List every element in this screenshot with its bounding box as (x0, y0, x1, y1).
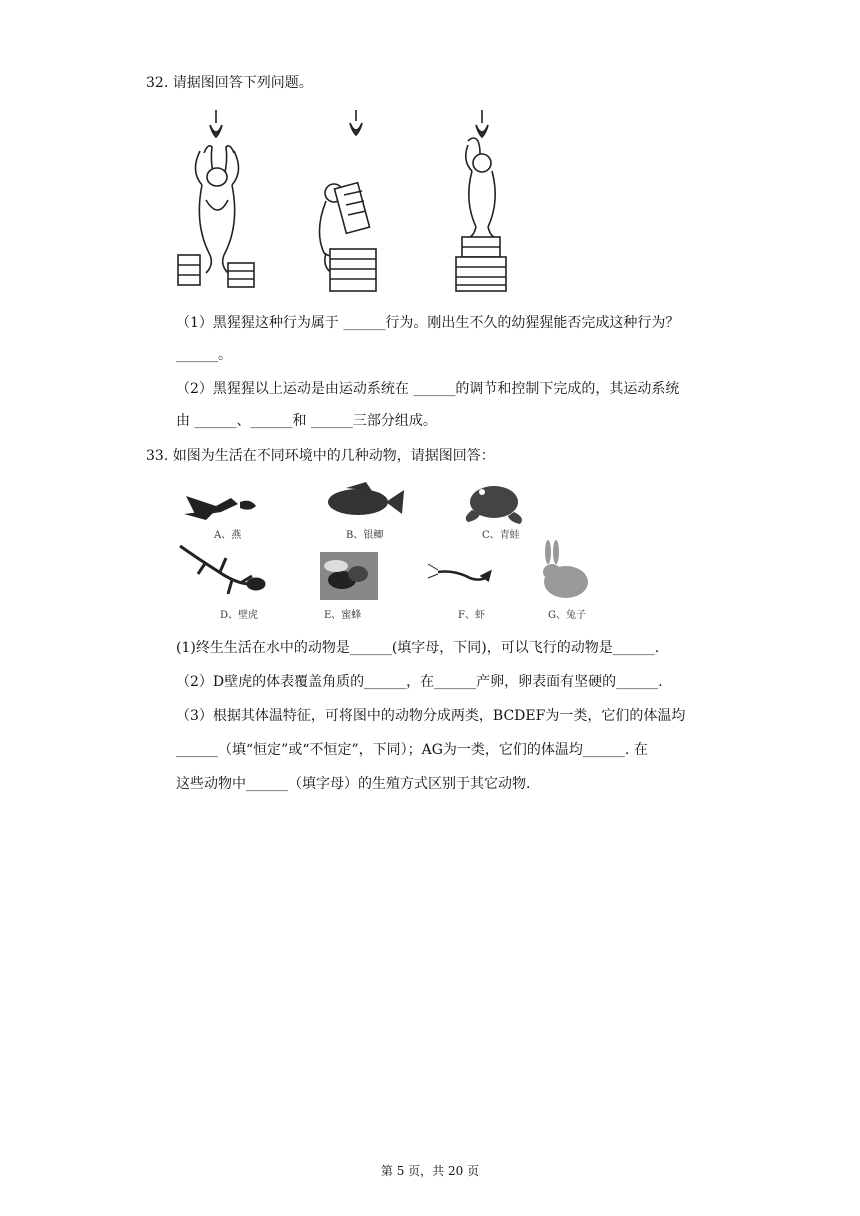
q32-part2-line1: （2）黑猩猩以上运动是由运动系统在 ______的调节和控制下完成的，其运动系统 (176, 381, 680, 397)
swallow-image (184, 496, 256, 520)
caption-g: G、兔子 (548, 610, 586, 621)
panel-3-boxes (456, 237, 506, 291)
caption-f: F、虾 (458, 610, 485, 621)
q33-part3-line1: （3）根据其体温特征，可将图中的动物分成两类，BCDEF为一类，它们的体温均 (176, 708, 686, 724)
question-32-title: 32. 请据图回答下列问题。 (146, 75, 313, 91)
caption-c: C、青蛙 (482, 530, 520, 541)
caption-b: B、银鲫 (346, 530, 384, 541)
page-footer: 第 5 页，共 20 页 (380, 1164, 480, 1178)
animals-figure (176, 476, 596, 624)
panel-3-reaching-chimp (466, 110, 495, 237)
q33-part3-line2: ______（填“恒定”或“不恒定”，下同）；AG为一类，它们的体温均______. 在 (176, 742, 648, 758)
caption-e: E、蜜蜂 (324, 610, 362, 621)
chimpanzee-figure (176, 105, 526, 295)
caption-a: A、燕 (214, 530, 242, 541)
q33-part1: (1)终生生活在水中的动物是______(填字母，下同)，可以飞行的动物是______. (176, 640, 660, 656)
q32-part1-line2: ______。 (176, 347, 232, 363)
caption-d: D、壁虎 (220, 610, 259, 621)
frog-image (466, 486, 522, 524)
panel-1-jumping-chimp (195, 110, 238, 273)
panel-1-boxes (178, 255, 254, 287)
q33-part3-line3: 这些动物中______（填字母）的生殖方式区别于其它动物. (176, 776, 531, 792)
shrimp-image (428, 564, 490, 580)
rabbit-image (543, 540, 588, 598)
panel-2-boxes (330, 249, 376, 291)
question-33-title: 33. 如图为生活在不同环境中的几种动物，请据图回答： (146, 448, 495, 464)
crucian-carp-image (328, 482, 404, 515)
q32-part2-line2: 由 ______、______和 ______三部分组成。 (176, 413, 437, 429)
bee-image (320, 552, 378, 600)
q33-part2: （2）D壁虎的体表覆盖角质的______，在______产卵，卵表面有坚硬的______. (176, 674, 663, 690)
q32-part1-line1: （1）黑猩猩这种行为属于 ______行为。刚出生不久的幼猩猩能否完成这种行为？ (176, 315, 680, 331)
gecko-image (180, 546, 264, 594)
